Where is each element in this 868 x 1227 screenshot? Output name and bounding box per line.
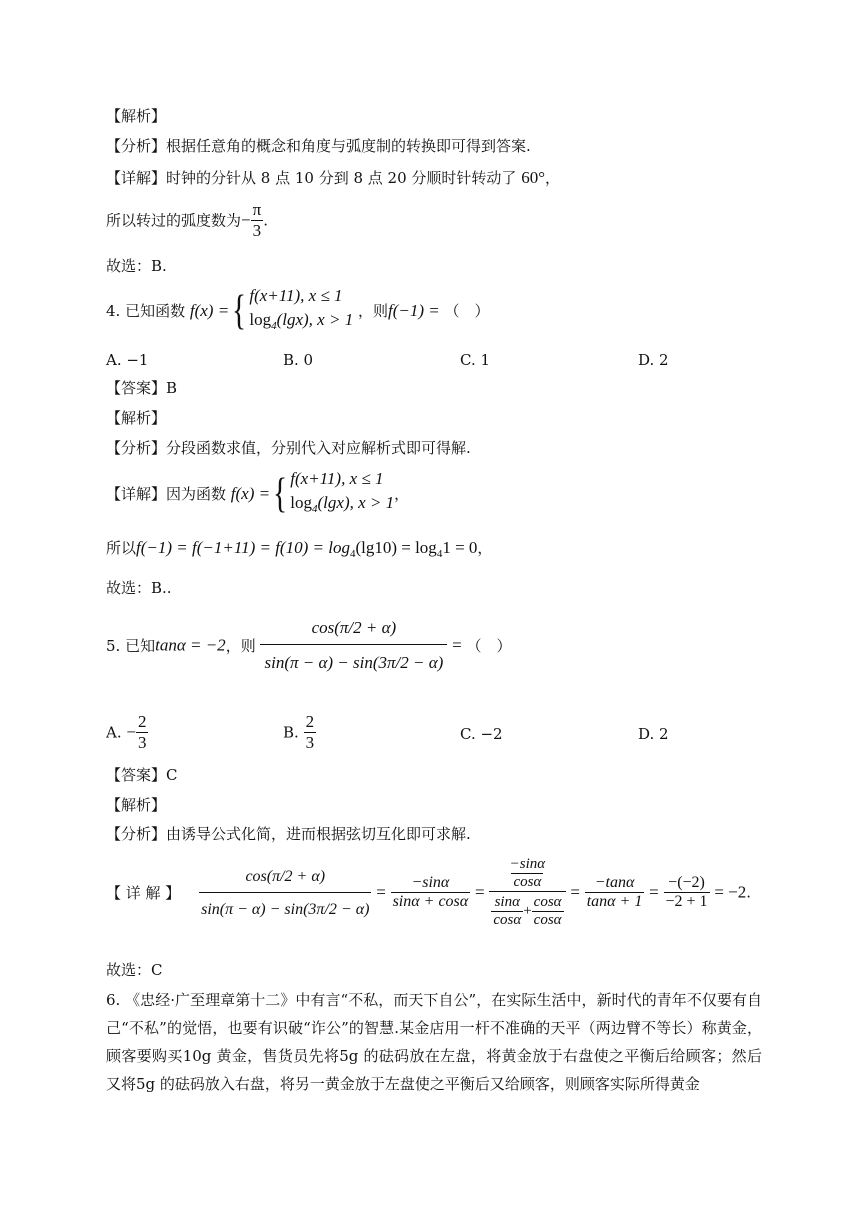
q5-sol-frac2-num (502, 856, 554, 891)
q6-text: 6. 《忠经·广至理章第十二》中有言“不私，而天下自公”，在实际生活中，新时代的青年不仅要有自己“不私”的觉悟，也要有识破“诈公”的智慧.某金店用一杆不准确的天平（两边臂不等长）称黄金，顾客要购买10g 黄金，售货员先将5g 的砝码放在左盘，将黄金放于右盘使之平衡后给顾客；然后又将5g 的砝码放入右盘，将另一黄金放于左盘使之平衡后又给顾客，则顾客实际所得黄金 (106, 991, 762, 1093)
q4-so-expr3: 1 = 0 (442, 538, 478, 557)
q5-sol-eq3: = (570, 882, 580, 902)
q4-option-d: D. 2 (638, 351, 669, 369)
q4-so-pre: 所以 (106, 539, 137, 557)
q5-sol-frac3-den: tanα + 1 (586, 893, 643, 910)
q3-degree-tail: ， (545, 169, 561, 187)
q5-stem-mid: ，则 (225, 637, 256, 655)
q5-option-a-frac (136, 712, 149, 753)
q5-sol-frac0-den: sin(π − α) − sin(3π/2 − α) (199, 892, 371, 921)
q5-option-b (283, 712, 316, 753)
q5-sol-frac0-num: cos(π/2 + α) (245, 868, 326, 885)
q4-brace: { (232, 288, 247, 334)
q5-sol-frac2-d2d: cosα (533, 912, 562, 928)
q4-xiangjie-case2 (290, 491, 394, 521)
q5-sol-frac2-d1n: sinα (494, 894, 520, 910)
q5-sol-frac2-num-d: cosα (513, 874, 542, 890)
q5-option-b-label: B. (283, 723, 299, 742)
q4-so-b1: 4 (349, 548, 356, 560)
q5-stem (106, 614, 512, 677)
q4-fenxi: 【分析】分段函数求值，分别代入对应解析式即可得解. (106, 439, 471, 457)
q3-degree: 60° (521, 168, 546, 187)
q5-option-a-sign: − (126, 722, 136, 742)
q5-option-a-label: A. (106, 723, 122, 742)
q5-stem-frac (260, 614, 447, 677)
q4-so-tail: ， (477, 539, 493, 557)
q5-sol-frac1 (391, 874, 471, 911)
q4-stem-pre: 4. 已知函数 (106, 302, 186, 320)
q3-answer: 故选：B. (106, 257, 167, 275)
q5-sol-frac3-num: −tanα (594, 874, 635, 891)
q3-radian-line (106, 200, 268, 241)
q3-radian-num: π (252, 200, 262, 219)
q5-option-b-frac (304, 712, 317, 753)
q5-stem-num: cos(π/2 + α) (311, 618, 397, 637)
q5-sol-frac0 (199, 864, 371, 921)
q5-option-b-num: 2 (305, 712, 315, 731)
q5-paren: （ ） (466, 637, 512, 655)
q5-sol-frac2 (489, 856, 565, 929)
q5-sol-frac2-d2 (532, 894, 564, 929)
q5-sol-eq4: = (649, 882, 659, 902)
q4-so-b2: 4 (436, 548, 443, 560)
q3-xiangjie (106, 168, 560, 188)
q4-case2 (249, 308, 353, 338)
q4-xiangjie-case2-log: log (290, 493, 313, 512)
q4-xiangjie-case2-base: 4 (312, 503, 318, 515)
q3-radian-den: 3 (252, 221, 262, 240)
q4-xiangjie-cases (290, 467, 394, 521)
q5-option-a (106, 712, 148, 753)
q5-sol-frac2-d1d: cosα (493, 912, 522, 928)
q5-sol-frac3 (585, 874, 645, 911)
q4-option-a: A. −1 (106, 351, 149, 369)
q5-sol-eq2: = (474, 882, 485, 902)
q4-stem (106, 284, 490, 338)
q5-sol-frac2-num-frac (508, 856, 548, 891)
q3-radian-minus: − (241, 210, 251, 230)
q5-sol-frac2-num-n: −sinα (509, 856, 546, 872)
q4-case2-rest: (lgx), x > 1 (276, 310, 354, 329)
q4-jiexi: 【解析】 (106, 409, 167, 427)
q5-xiangjie (106, 856, 751, 929)
q5-stem-pre: 5. 已知 (106, 637, 156, 655)
q5-stem-eq: = (452, 635, 462, 655)
q4-so-expr1: f(−1) = f(−1+11) = f(10) = log (136, 538, 350, 557)
q5-sol-frac2-d1 (491, 894, 523, 929)
q3-radian-pre: 所以转过的弧度数为 (106, 211, 242, 230)
q5-daan: 【答案】C (106, 766, 178, 784)
q4-case2-log: log (249, 310, 272, 329)
q5-stem-den: sin(π − α) − sin(3π/2 − α) (260, 644, 447, 677)
q4-xiangjie-pre: 【详解】因为函数 (106, 485, 227, 503)
q4-xiangjie-brace: { (273, 471, 288, 517)
q5-sol-frac1-num: −sinα (411, 874, 450, 891)
q4-xiangjie-tail: ， (394, 485, 410, 503)
q5-sol-frac2-plus: + (523, 903, 532, 919)
q5-option-a-num: 2 (137, 712, 147, 731)
q5-given: tanα = −2 (155, 635, 226, 655)
q4-so-expr2: (lg10) = log (355, 538, 437, 557)
q4-xiangjie-case1: f(x+11), x ≤ 1 (290, 469, 384, 488)
q4-daan: 【答案】B (106, 379, 178, 397)
q5-sol-frac4-num: −(−2) (668, 874, 705, 891)
q5-option-d: D. 2 (638, 725, 669, 743)
q4-xiangjie-fx: f(x) = (230, 484, 271, 503)
q5-option-c: C. −2 (460, 725, 503, 743)
q4-stem-post: ，则 (357, 302, 388, 320)
q4-xiangjie-case2-rest: (lgx), x > 1 (317, 493, 395, 512)
q5-jiexi: 【解析】 (106, 796, 167, 814)
q5-sol-frac2-d2n: cosα (533, 894, 562, 910)
q4-answer: 故选：B.. (106, 579, 172, 597)
q4-fx: f(x) = (189, 301, 230, 320)
q3-jiexi: 【解析】 (106, 107, 167, 125)
q4-ask: f(−1) = (388, 301, 440, 320)
q4-cases (249, 284, 353, 338)
q3-radian-frac (251, 200, 264, 241)
q5-sol-eq1: = (376, 882, 386, 902)
q4-option-b: B. 0 (283, 351, 314, 369)
q4-case1: f(x+11), x ≤ 1 (249, 286, 343, 305)
q5-xiangjie-label: 【 详 解 】 (106, 884, 181, 902)
q5-answer: 故选：C (106, 961, 163, 979)
q5-option-b-den: 3 (305, 733, 315, 752)
q4-case2-base: 4 (271, 320, 277, 332)
q4-option-c: C. 1 (460, 351, 491, 369)
q4-so (106, 538, 492, 564)
q5-sol-frac2-den (489, 891, 565, 929)
q4-paren: （ ） (444, 302, 490, 320)
q3-xiangjie-text: 【详解】时钟的分针从 8 点 10 分到 8 点 20 分顺时针转动了 (106, 169, 517, 187)
q5-sol-period: . (746, 883, 752, 902)
q5-option-a-den: 3 (137, 733, 147, 752)
q3-radian-tail: . (263, 211, 268, 230)
q5-sol-frac4 (664, 874, 710, 911)
q5-sol-result: = −2 (714, 882, 747, 902)
q5-fenxi: 【分析】由诱导公式化简，进而根据弦切互化即可求解. (106, 825, 471, 843)
q3-fenxi: 【分析】根据任意角的概念和角度与弧度制的转换即可得到答案. (106, 137, 531, 155)
q5-sol-frac1-den: sinα + cosα (392, 893, 469, 910)
q4-xiangjie (106, 467, 409, 521)
q5-sol-frac4-den: −2 + 1 (665, 893, 708, 910)
